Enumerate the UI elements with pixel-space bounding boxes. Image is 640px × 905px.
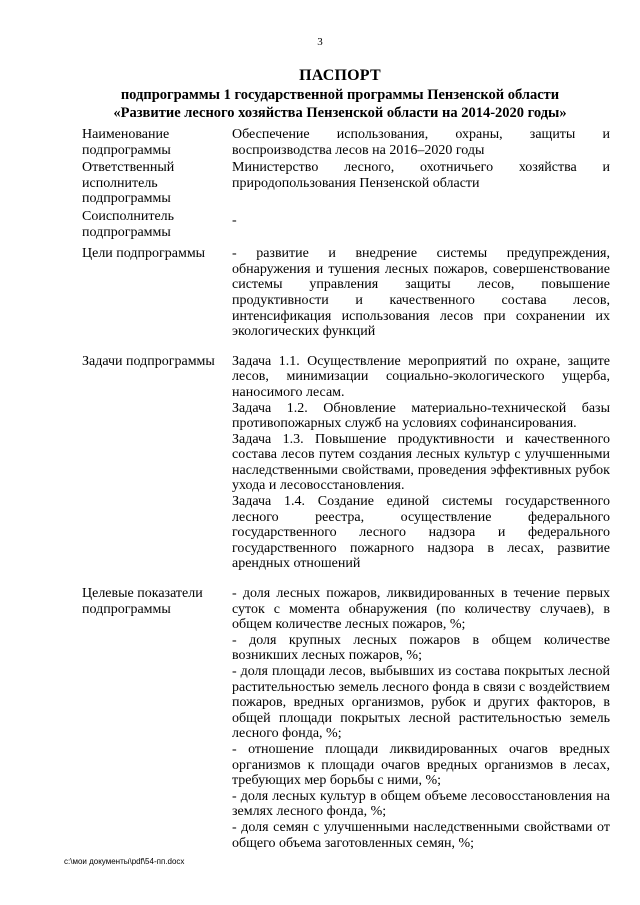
row-paragraph: - [232, 212, 237, 228]
row-label: Задачи подпрограммы [82, 353, 215, 369]
row-paragraph: - отношение площади ликвидированных очагов вредных организмов к площади очагов вредных организмов в лесах, требующих мер борьбы с ними, %; [232, 741, 610, 789]
row-paragraph: - доля лесных пожаров, ликвидированных в течение первых суток с момента обнаружения (по количеству случаев), в общем количестве лесных пожаров, %; [232, 586, 610, 633]
row-goals [82, 240, 610, 354]
row-value [232, 240, 610, 354]
row-paragraph: - доля площади лесов, выбывших из состава покрытых лесной растительностью земель лесного фонда в связи с воздействием пожаров, вредных организмов, рубок и других факторов, в общей площади покрытых лесной растительностью земель лесного фонда, %; [232, 664, 610, 742]
row-name [82, 127, 610, 160]
row-value [232, 160, 610, 209]
passport-table [82, 127, 610, 851]
subtitle-line-2: «Развитие лесного хозяйства Пензенской области на 2014-2020 годы» [113, 105, 567, 121]
row-value [232, 586, 610, 851]
row-label: Наименование подпрограммы [82, 127, 171, 158]
row-paragraph: - развитие и внедрение системы предупреждения, обнаружения и тушения лесных пожаров, совершенствование системы управления защиты лесов, повышение продуктивности и качественного состава лесов, интенсификация использования лесов при сохранении их экологических функций [232, 246, 610, 340]
row-label: Цели подпрограммы [82, 246, 206, 262]
row-tasks [82, 354, 610, 586]
row-paragraph: - доля семян с улучшенными наследственными свойствами от общего объема заготовленных семян, %; [232, 819, 610, 851]
row-paragraph: - доля лесных культур в общем объеме лесовосстановления на землях лесного фонда, %; [232, 788, 610, 820]
row-label: Соисполнитель подпрограммы [82, 208, 175, 240]
row-paragraph: Задача 1.1. Осуществление мероприятий по охране, защите лесов, минимизации социально-экологического ущерба, наносимого лесам. [232, 353, 610, 400]
row-paragraph: Обеспечение использования, охраны, защиты и воспроизводства лесов на 2016–2020 годы [232, 127, 610, 158]
document-title: ПАСПОРТ [299, 67, 381, 84]
subtitle-line-1: подпрограммы 1 государственной программы Пензенской области [120, 87, 560, 103]
row-paragraph: Задача 1.4. Создание единой системы государственного лесного реестра, осуществление федерального государственного лесного надзора и федерального государственного пожарного надзора в лесах, развитие арендных отношений [232, 494, 610, 572]
page-number: 3 [317, 36, 323, 48]
row-paragraph: - доля крупных лесных пожаров в общем количестве возникших лесных пожаров, %; [232, 632, 610, 664]
row-value [232, 209, 610, 240]
row-indicators [82, 586, 610, 851]
row-responsible [82, 160, 610, 209]
row-label: Целевые показатели подпрограммы [82, 586, 203, 617]
file-path-footer: c:\мои документы\pdf\54-пп.docx [64, 857, 185, 866]
row-coexecutor [82, 209, 610, 240]
row-value [232, 127, 610, 160]
row-label: Ответственный исполнитель подпрограммы [82, 160, 175, 207]
row-value [232, 354, 610, 586]
document-header [70, 66, 610, 122]
row-paragraph: Задача 1.3. Повышение продуктивности и качественного состава лесов путем создания лесных культур с улучшенными наследственными свойствами, проведения эффективных рубок ухода и лесовосстановления. [232, 431, 610, 494]
row-paragraph: Министерство лесного, охотничьего хозяйства и природопользования Пензенской области [232, 160, 610, 191]
row-paragraph: Задача 1.2. Обновление материально-технической базы противопожарных служб на условиях софинансирования. [232, 400, 610, 432]
